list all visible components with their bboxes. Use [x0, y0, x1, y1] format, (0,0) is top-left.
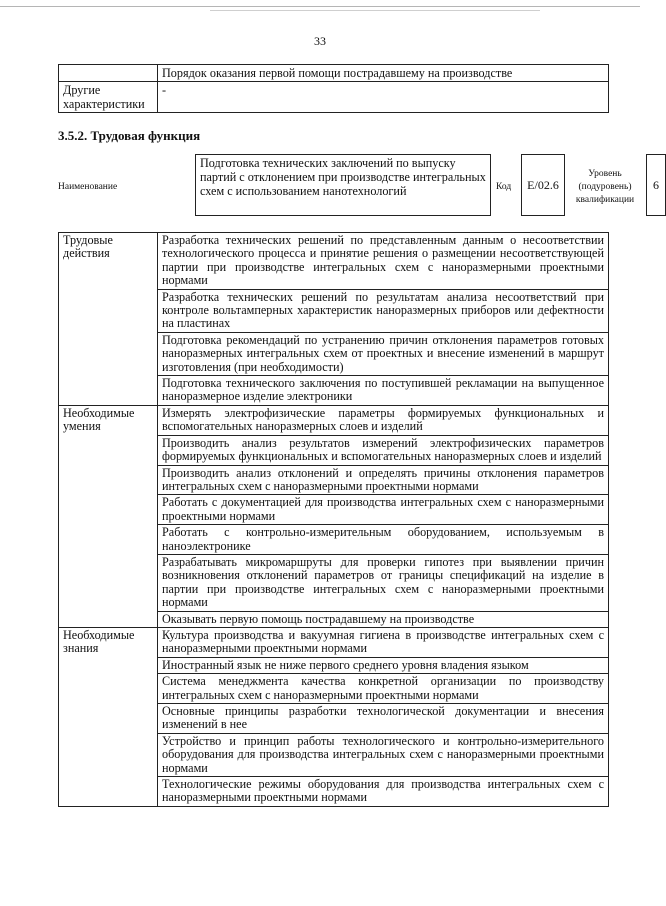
required-skills-label: Необходимые умения	[59, 405, 158, 627]
list-item: Работать с документацией для производства интегральных схем с наноразмерными проектными нормами	[158, 495, 609, 525]
list-item: Измерять электрофизические параметры формируемых функциональных и вспомогательных наноразмерных слоев и изделий	[158, 405, 609, 435]
function-header	[58, 154, 659, 218]
level-label: Уровень (подуровень) квалификации	[575, 169, 635, 205]
list-item: Работать с контрольно-измерительным оборудованием, используемым в наноэлектронике	[158, 525, 609, 555]
function-code: E/02.6	[521, 154, 565, 216]
list-item: Разрабатывать микромаршруты для проверки гипотез при выявлении причин возникновения отклонений параметров от границы спецификаций на изделие в партии при производстве интегральных схем с наноразмерными проектными нормами	[158, 554, 609, 611]
row-label	[59, 65, 158, 82]
scan-artifact-line	[210, 10, 540, 11]
name-label: Наименование	[58, 182, 118, 192]
list-item: Производить анализ результатов измерений электрофизических параметров формируемых функциональных и вспомогательных наноразмерных слоев и изделий	[158, 435, 609, 465]
required-knowledge-label: Необходимые знания	[59, 627, 158, 806]
list-item: Оказывать первую помощь пострадавшему на производстве	[158, 611, 609, 627]
list-item: Культура производства и вакуумная гигиена в производстве интегральных схем с наноразмерными проектными нормами	[158, 627, 609, 657]
row-text: -	[158, 82, 609, 113]
scan-artifact-line	[0, 6, 640, 7]
labor-actions-label: Трудовые действия	[59, 233, 158, 406]
list-item: Подготовка рекомендаций по устранению причин отклонения параметров готовых наноразмерных интегральных схем от проектных и внесение изменений в маршрут изготовления (при необходимости)	[158, 332, 609, 375]
list-item: Технологические режимы оборудования для производства интегральных схем с наноразмерными проектными нормами	[158, 777, 609, 807]
list-item: Система менеджмента качества конкретной организации по производству интегральных схем с наноразмерными проектными нормами	[158, 674, 609, 704]
page-number: 33	[314, 34, 326, 48]
list-item: Подготовка технического заключения по поступившей рекламации на выпущенное наноразмерное изделие электроники	[158, 376, 609, 406]
section-title: 3.5.2. Трудовая функция	[58, 128, 201, 143]
code-label: Код	[496, 182, 512, 192]
qualification-level: 6	[646, 154, 666, 216]
list-item: Разработка технических решений по результатам анализа несоответствий при контроле вольтамперных характеристик наноразмерных приборов или дефектности на пластинах	[158, 289, 609, 332]
row-label: Другие характеристики	[59, 82, 158, 113]
list-item: Разработка технических решений по представленным данным о несоответствии технологического процесса и принятие решения о размещении несоответствующей партии при производстве интегральных схем с наноразмерными проектными нормами	[158, 233, 609, 290]
row-text: Порядок оказания первой помощи пострадавшему на производстве	[158, 65, 609, 82]
list-item: Иностранный язык не ниже первого среднего уровня владения языком	[158, 657, 609, 673]
table-row	[59, 82, 609, 113]
table-row	[59, 405, 609, 435]
previous-function-table	[58, 64, 609, 113]
table-row	[59, 233, 609, 290]
table-row	[59, 627, 609, 657]
function-details-table	[58, 232, 609, 807]
list-item: Основные принципы разработки технологической документации и внесения изменений в нее	[158, 704, 609, 734]
list-item: Устройство и принцип работы технологического и контрольно-измерительного оборудования для производства интегральных схем с наноразмерными проектными нормами	[158, 733, 609, 776]
table-row	[59, 65, 609, 82]
list-item: Производить анализ отклонений и определять причины отклонения параметров интегральных схем с наноразмерными проектными нормами	[158, 465, 609, 495]
function-name: Подготовка технических заключений по выпуску партий с отклонением при производстве интегральных схем с использованием нанотехнологий	[195, 154, 491, 216]
